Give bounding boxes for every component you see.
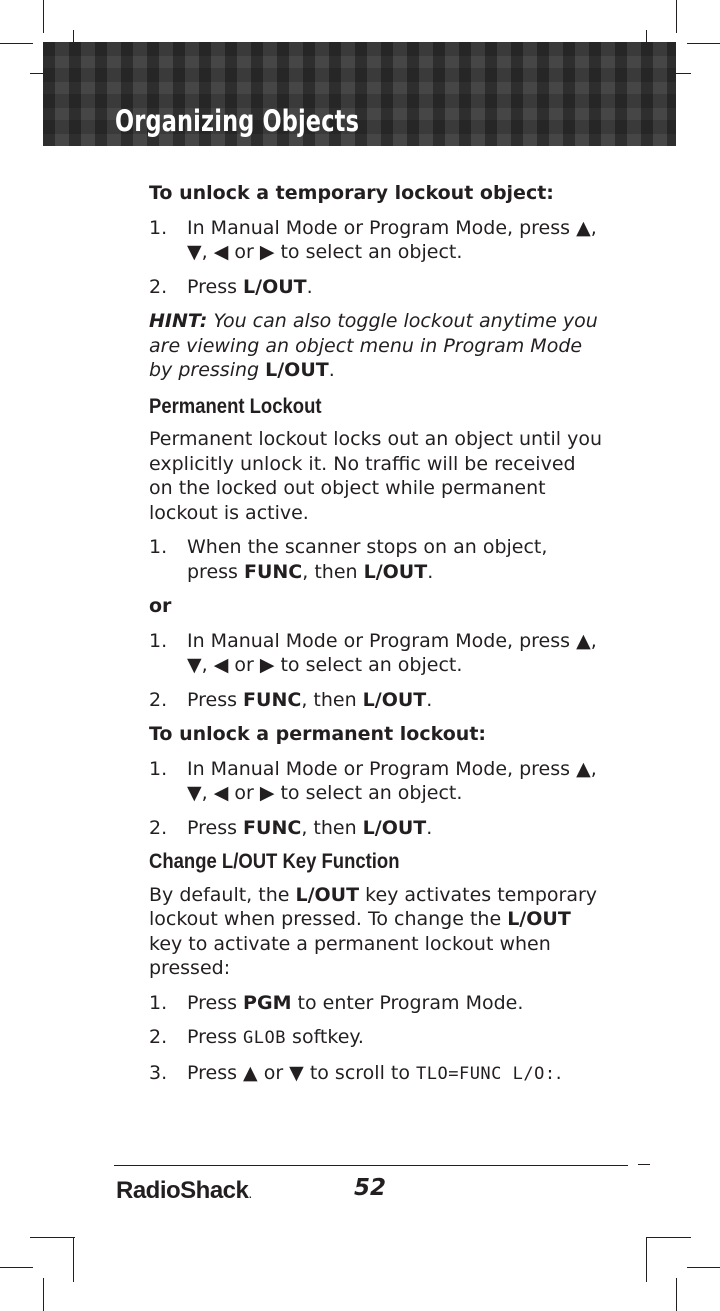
crop-mark bbox=[0, 43, 33, 44]
or-separator: or bbox=[149, 595, 172, 617]
perm-unlock-heading: To unlock a permanent lockout: bbox=[149, 723, 486, 745]
header-banner bbox=[43, 42, 676, 146]
footer-tick bbox=[638, 1164, 650, 1165]
key-label: L/OUT bbox=[362, 688, 427, 711]
list-item: 1. In Manual Mode or Program Mode, press ▲, ▼, ◀ or ▶ to select an object. bbox=[149, 757, 597, 804]
key-label: PGM bbox=[243, 991, 292, 1014]
lcd-text: TLO=FUNC L/O: bbox=[416, 1063, 556, 1084]
page-number: 52 bbox=[354, 1175, 387, 1201]
key-label: L/OUT bbox=[265, 359, 329, 381]
crop-mark bbox=[687, 1267, 720, 1268]
key-label: L/OUT bbox=[243, 275, 307, 298]
crop-mark bbox=[43, 1278, 44, 1311]
list-item: 2. Press FUNC, then L/OUT. bbox=[149, 688, 433, 711]
key-label: FUNC bbox=[243, 688, 302, 711]
crop-mark bbox=[30, 1237, 75, 1238]
brand-logo: RadioShack. bbox=[116, 1177, 252, 1204]
list-item: 1. In Manual Mode or Program Mode, press ▲, ▼, ◀ or ▶ to select an object. bbox=[149, 216, 597, 263]
page-title: Organizing Objects bbox=[115, 104, 360, 138]
list-item: 1. Press PGM to enter Program Mode. bbox=[149, 991, 524, 1014]
crop-mark bbox=[676, 0, 677, 33]
list-item: 2. Press GLOB softkey. bbox=[149, 1026, 364, 1048]
list-item: 1. In Manual Mode or Program Mode, press ▲, ▼, ◀ or ▶ to select an object. bbox=[149, 629, 597, 676]
temp-unlock-heading: To unlock a temporary lockout object: bbox=[149, 182, 554, 204]
key-label: L/OUT bbox=[362, 816, 427, 839]
key-label: L/OUT bbox=[363, 560, 428, 583]
crop-mark bbox=[646, 1237, 691, 1238]
list-item: 2. Press FUNC, then L/OUT. bbox=[149, 816, 433, 839]
list-item: 2. Press L/OUT. bbox=[149, 275, 313, 298]
paragraph: Permanent lockout locks out an object until you explicitly unlock it. No traffic will be received on the locked out object while permanent lockout is active. bbox=[149, 428, 602, 524]
crop-mark bbox=[676, 1278, 677, 1311]
list-item: 3. Press ▲ or ▼ to scroll to TLO=FUNC L/O:. bbox=[149, 1061, 562, 1084]
main-content bbox=[149, 181, 604, 1096]
crop-mark bbox=[0, 1267, 33, 1268]
paragraph: By default, the L/OUT key activates temporary lockout when pressed. To change the L/OUT key to activate a permanent lockout when pressed: bbox=[149, 883, 598, 979]
hint-note: HINT: You can also toggle lockout anytime you are viewing an object menu in Program Mode by pressing L/OUT. bbox=[149, 310, 598, 381]
key-label: L/OUT bbox=[507, 908, 571, 930]
key-label: L/OUT bbox=[295, 883, 360, 906]
list-item: 1. When the scanner stops on an object, press FUNC, then L/OUT. bbox=[149, 536, 548, 583]
section-heading: Permanent Lockout bbox=[149, 394, 322, 418]
key-label: FUNC bbox=[243, 560, 303, 583]
crop-mark bbox=[646, 1237, 647, 1282]
crop-mark bbox=[73, 1237, 74, 1282]
crop-mark bbox=[43, 0, 44, 33]
section-heading: Change L/OUT Key Function bbox=[149, 850, 400, 873]
footer-rule bbox=[114, 1165, 628, 1166]
key-label: FUNC bbox=[243, 816, 302, 839]
lcd-text: GLOB bbox=[243, 1028, 286, 1048]
crop-mark bbox=[687, 43, 720, 44]
